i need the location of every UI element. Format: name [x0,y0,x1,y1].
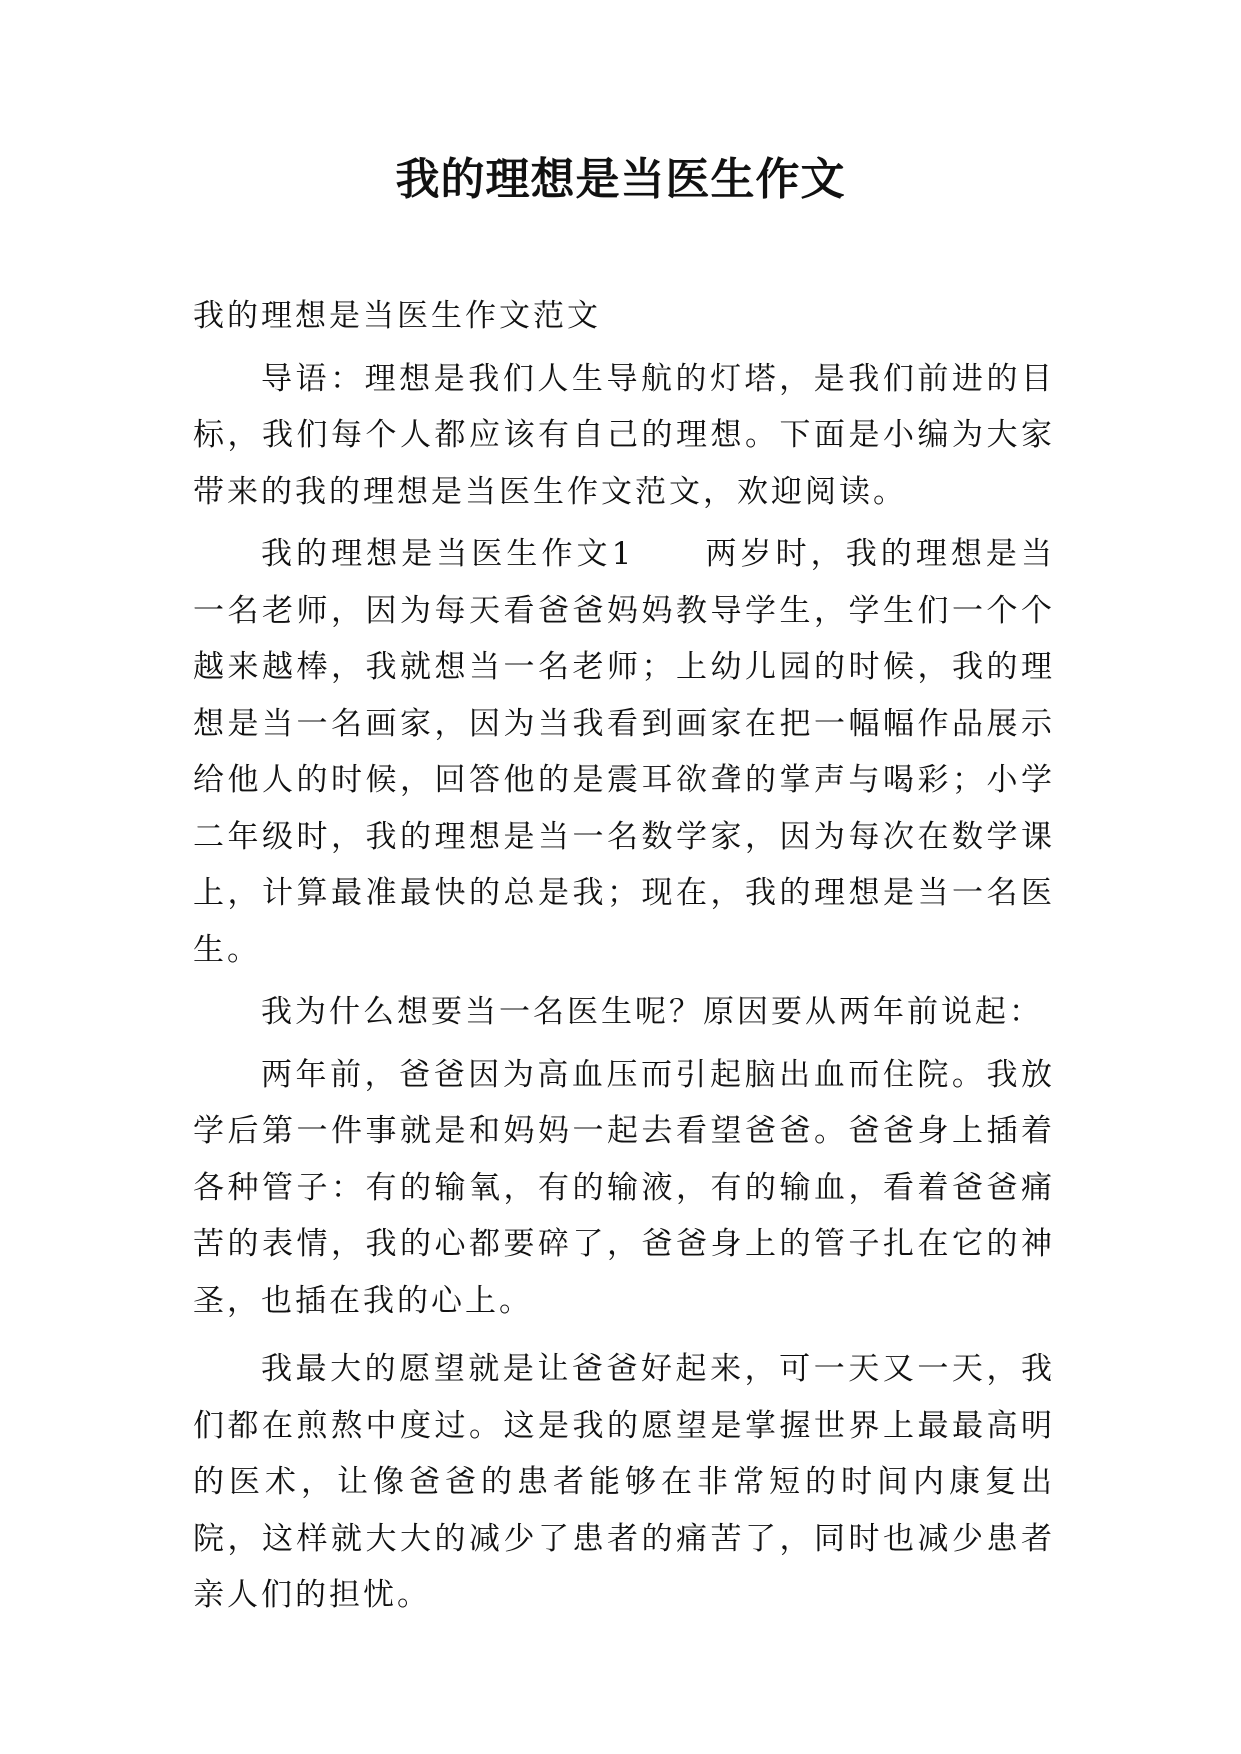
paragraph-intro: 导语：理想是我们人生导航的灯塔，是我们前进的目标，我们每个人都应该有自己的理想。下面是小编为大家带来的我的理想是当医生作文范文，欢迎阅读。 [193,360,1055,510]
paragraph-question: 我为什么想要当一名医生呢？原因要从两年前说起： [261,994,1043,1030]
document-body [193,288,1055,1624]
paragraph-essay-1: 我的理想是当医生作文1 两岁时，我的理想是当一名老师，因为每天看爸爸妈妈教导学生，学生们一个个越来越棒，我就想当一名老师；上幼儿园的时候，我的理想是当一名画家，因为当我看到画家在把一幅幅作品展示给他人的时候，回答他的是震耳欲聋的掌声与喝彩；小学二年级时，我的理想是当一名数学家，因为每次在数学课上，计算最准最快的总是我；现在，我的理想是当一名医生。 [193,536,1055,968]
paragraph-hospital: 两年前，爸爸因为高血压而引起脑出血而住院。我放学后第一件事就是和妈妈一起去看望爸爸。爸爸身上插着各种管子：有的输氧，有的输液，有的输血，看着爸爸痛苦的表情，我的心都要碎了，爸爸身上的管子扎在它的神圣，也插在我的心上。 [193,1056,1055,1319]
paragraph-subtitle: 我的理想是当医生作文范文 [193,298,601,334]
paragraph-wish: 我最大的愿望就是让爸爸好起来，可一天又一天，我们都在煎熬中度过。这是我的愿望是掌握世界上最最高明的医术，让像爸爸的患者能够在非常短的时间内康复出院，这样就大大的减少了患者的痛苦了，同时也减少患者亲人们的担忧。 [193,1351,1055,1613]
document-title: 我的理想是当医生作文 [395,154,846,205]
